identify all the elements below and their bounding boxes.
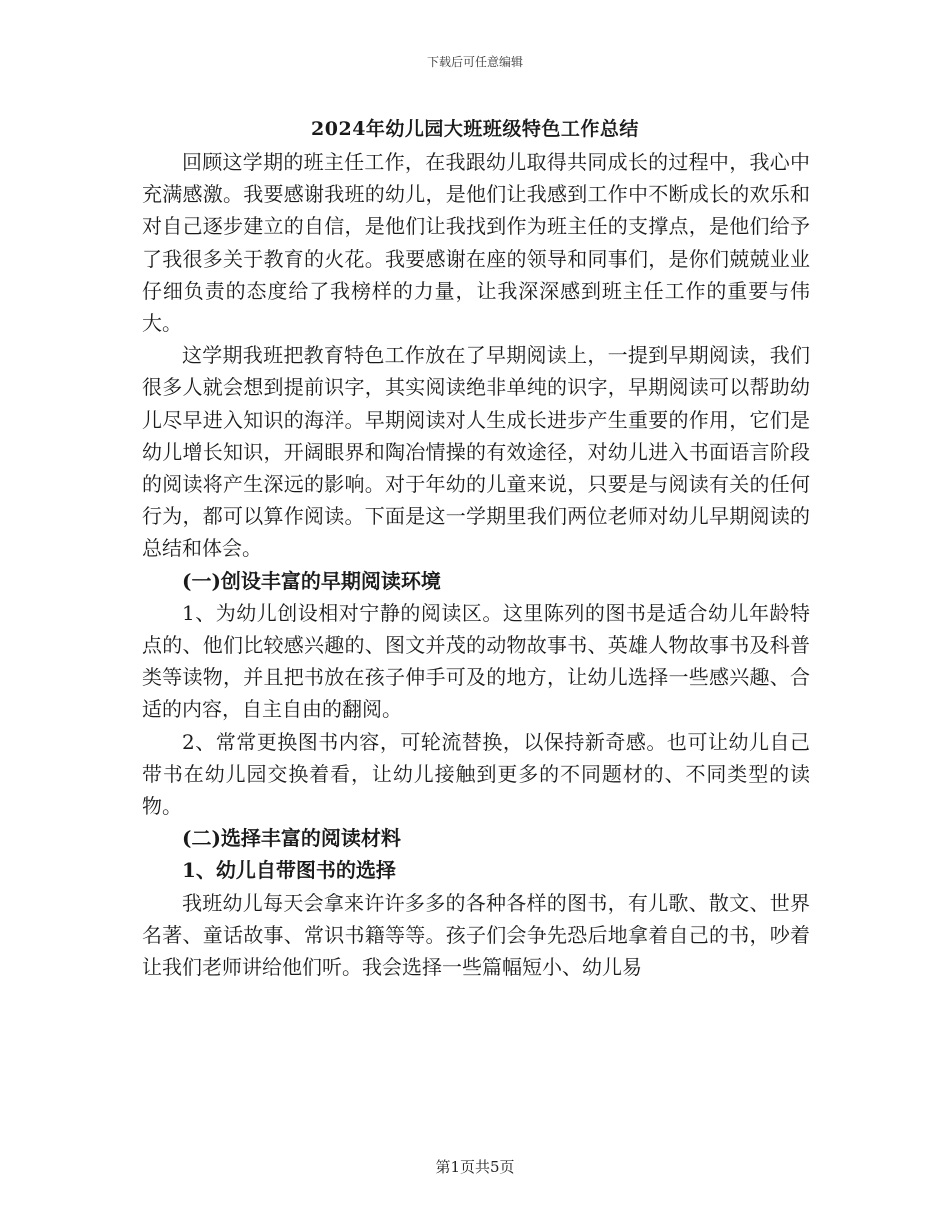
subsection-heading-own-books: 1、幼儿自带图书的选择 [182,858,396,883]
page-number: 第1页共5页 [435,1158,515,1176]
document-title: 2024年幼儿园大班班级特色工作总结 [311,118,639,140]
paragraph-reading-focus: 这学期我班把教育特色工作放在了早期阅读上，一提到早期阅读，我们很多人就会想到提前识字，其实阅读绝非单纯的识字，早期阅读可以帮助幼儿尽早进入知识的海洋。早期阅读对人生成长进步产生重要的作用，它们是幼儿增长知识，开阔眼界和陶冶情操的有效途径，对幼儿进入书面语言阶段的阅读将产生深远的影响。对于年幼的儿童来说，只要是与阅读有关的任何行为，都可以算作阅读。下面是这一学期里我们两位老师对幼儿早期阅读的总结和体会。 [142,343,810,561]
section-heading-environment: (一)创设丰富的早期阅读环境 [182,568,441,593]
page-header-note: 下载后可任意编辑 [426,55,523,69]
paragraph-reading-area: 1、为幼儿创设相对宁静的阅读区。这里陈列的图书是适合幼儿年龄特点的、他们比较感兴趣的、图文并茂的动物故事书、英雄人物故事书及科普类等读物，并且把书放在孩子伸手可及的地方，让幼儿选择一些感兴趣、合适的内容，自主自由的翻阅。 [142,600,810,722]
document-body [142,146,810,983]
paragraph-intro: 回顾这学期的班主任工作，在我跟幼儿取得共同成长的过程中，我心中充满感激。我要感谢我班的幼儿，是他们让我感到工作中不断成长的欢乐和对自己逐步建立的自信，是他们让我找到作为班主任的支撑点，是他们给予了我很多关于教育的火花。我要感谢在座的领导和同事们，是你们兢兢业业仔细负责的态度给了我榜样的力量，让我深深感到班主任工作的重要与伟大。 [142,150,810,336]
section-heading-materials: (二)选择丰富的阅读材料 [182,826,401,851]
paragraph-book-rotation: 2、常常更换图书内容，可轮流替换，以保持新奇感。也可让幼儿自己带书在幼儿园交换着看，让幼儿接触到更多的不同题材的、不同类型的读物。 [142,729,810,819]
paragraph-own-books: 我班幼儿每天会拿来许许多多的各种各样的图书，有儿歌、散文、世界名著、童话故事、常识书籍等等。孩子们会争先恐后地拿着自己的书，吵着让我们老师讲给他们听。我会选择一些篇幅短小、幼儿易 [142,890,810,980]
